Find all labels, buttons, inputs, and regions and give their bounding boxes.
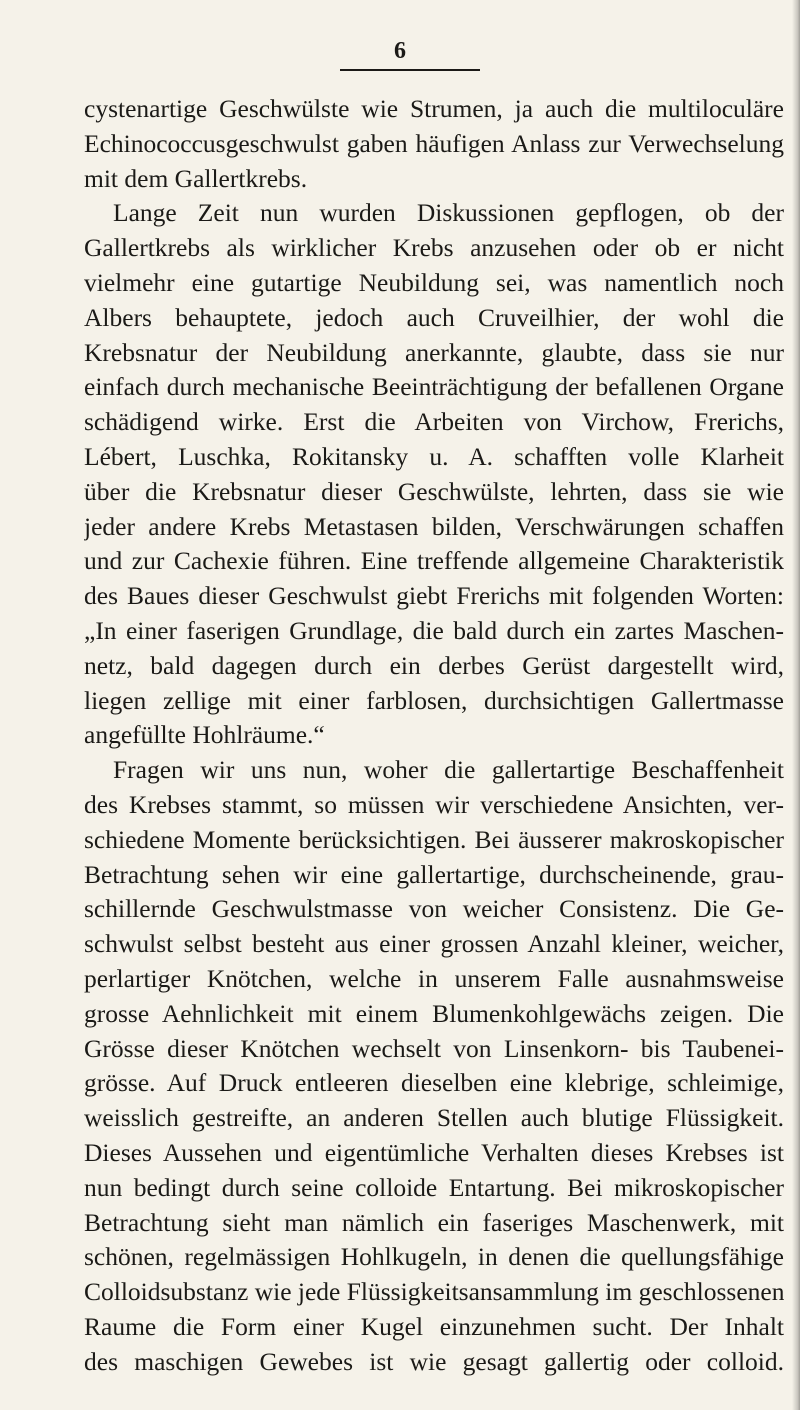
- text-line: Echinococcusgeschwulst gaben häufigen Anlass zur Verwechselung: [84, 128, 784, 158]
- text-line: angefüllte Hohlräume.“: [84, 720, 325, 750]
- text-line: schiedene Momente berücksichtigen. Bei äusserer makroskopischer: [84, 824, 784, 854]
- text-line: Raume die Form einer Kugel einzunehmen sucht. Der Inhalt: [84, 1311, 784, 1341]
- body-text: [84, 92, 784, 1379]
- text-line: weisslich gestreifte, an anderen Stellen auch blutige Flüssigkeit.: [84, 1103, 784, 1133]
- page-number: 6: [394, 38, 406, 64]
- text-line: nun bedingt durch seine colloide Entartung. Bei mikroskopischer: [84, 1172, 784, 1202]
- text-line: Colloidsubstanz wie jede Flüssigkeitsansammlung im geschlossenen: [84, 1277, 784, 1307]
- text-line: grosse Aehnlichkeit mit einem Blumenkohlgewächs zeigen. Die: [84, 998, 784, 1028]
- text-line: liegen zellige mit einer farblosen, durchsichtigen Gallertmasse: [84, 685, 784, 715]
- text-line: schillernde Geschwulstmasse von weicher Consistenz. Die Ge-: [84, 894, 784, 924]
- text-line: cystenartige Geschwülste wie Strumen, ja auch die multiloculäre: [84, 94, 784, 123]
- text-line: des Krebses stammt, so müssen wir verschiedene Ansichten, ver-: [84, 789, 784, 819]
- page-edge-shadow: [792, 0, 800, 1410]
- text-line: einfach durch mechanische Beeinträchtigung der befallenen Organe: [84, 372, 784, 402]
- page-number-rule: [340, 69, 480, 71]
- text-line: Dieses Aussehen und eigentümliche Verhalten dieses Krebses ist: [84, 1137, 784, 1167]
- text-line: schönen, regelmässigen Hohlkugeln, in denen die quellungsfähige: [84, 1242, 784, 1272]
- text-line: Betrachtung sehen wir eine gallertartige, durchscheinende, grau-: [84, 859, 784, 889]
- text-line: Lange Zeit nun wurden Diskussionen gepflogen, ob der: [113, 198, 784, 228]
- text-line: Grösse dieser Knötchen wechselt von Linsenkorn- bis Taubenei-: [84, 1033, 784, 1063]
- text-line: Betrachtung sieht man nämlich ein faseriges Maschenwerk, mit: [84, 1207, 784, 1237]
- text-line: netz, bald dagegen durch ein derbes Gerüst dargestellt wird,: [84, 650, 784, 680]
- text-line: schädigend wirke. Erst die Arbeiten von Virchow, Frerichs,: [84, 407, 784, 437]
- text-line: grösse. Auf Druck entleeren dieselben eine klebrige, schleimige,: [84, 1068, 784, 1098]
- text-line: des Baues dieser Geschwulst giebt Frerichs mit folgenden Worten:: [84, 581, 784, 611]
- text-line: Krebsnatur der Neubildung anerkannte, glaubte, dass sie nur: [84, 337, 784, 367]
- text-line: schwulst selbst besteht aus einer grossen Anzahl kleiner, weicher,: [84, 929, 784, 959]
- text-line: Fragen wir uns nun, woher die gallertartige Beschaffenheit: [113, 755, 784, 785]
- text-line: „In einer faserigen Grundlage, die bald durch ein zartes Maschen-: [84, 615, 784, 645]
- text-line: Albers behauptete, jedoch auch Cruveilhier, der wohl die: [84, 302, 784, 332]
- text-line: Lébert, Luschka, Rokitansky u. A. schafften volle Klarheit: [84, 441, 784, 471]
- text-line: mit dem Gallertkrebs.: [84, 163, 308, 193]
- text-line: und zur Cachexie führen. Eine treffende allgemeine Charakteristik: [84, 546, 784, 576]
- text-line: des maschigen Gewebes ist wie gesagt gallertig oder colloid.: [84, 1346, 784, 1376]
- text-line: über die Krebsnatur dieser Geschwülste, lehrten, dass sie wie: [84, 476, 784, 506]
- text-line: vielmehr eine gutartige Neubildung sei, was namentlich noch: [84, 267, 784, 297]
- text-line: Gallertkrebs als wirklicher Krebs anzusehen oder ob er nicht: [84, 233, 784, 263]
- text-line: perlartiger Knötchen, welche in unserem Falle ausnahmsweise: [84, 963, 784, 993]
- text-line: jeder andere Krebs Metastasen bilden, Verschwärungen schaffen: [84, 511, 784, 541]
